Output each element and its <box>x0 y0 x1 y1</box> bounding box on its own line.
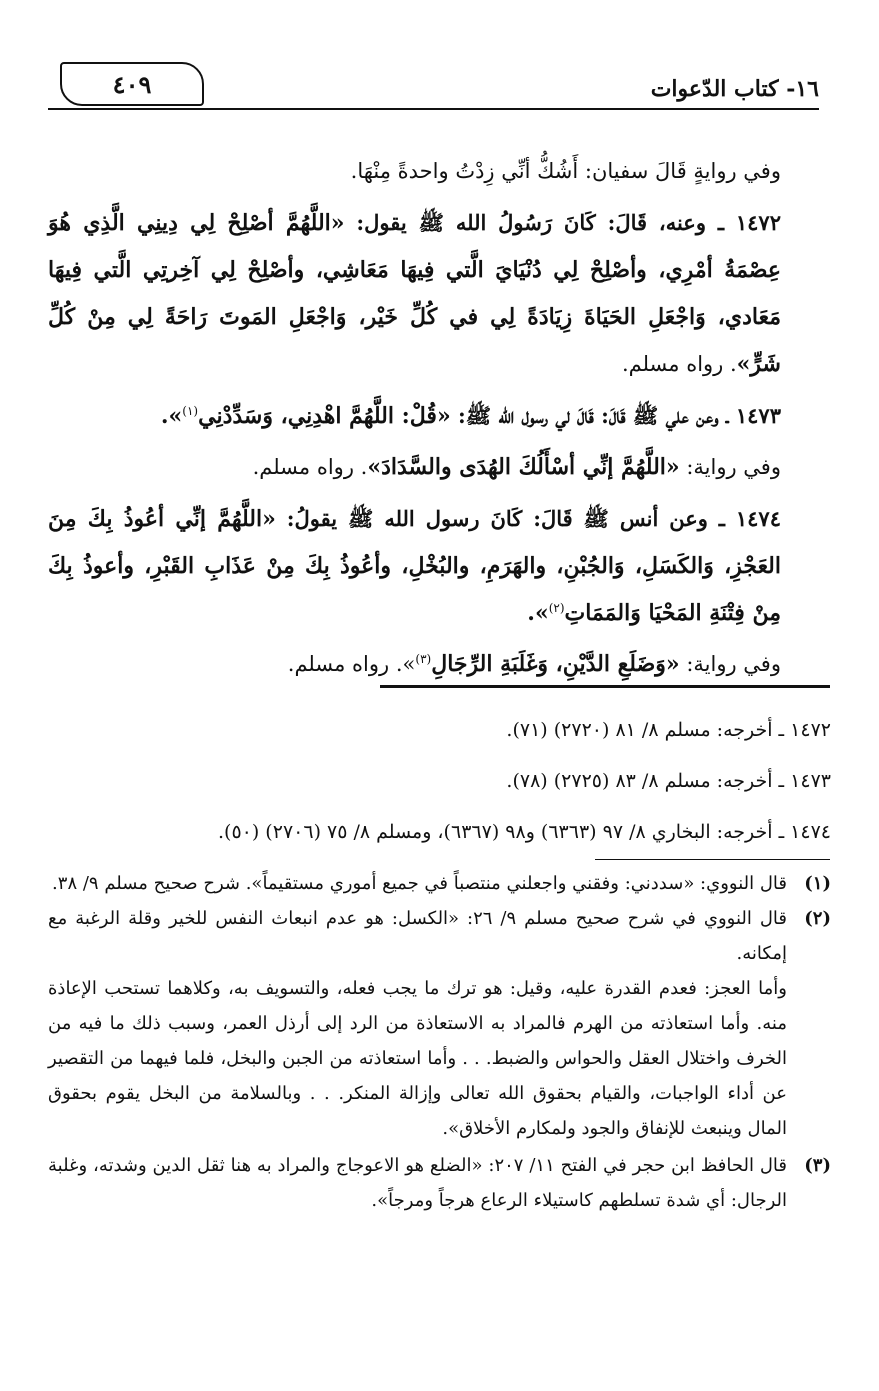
page-number: ٤٠٩ <box>60 62 204 106</box>
hadith-1472-intro: ١٤٧٢ ـ وعنه، قَالَ: كَانَ رَسُولُ الله ﷺ يقول: <box>344 210 781 235</box>
takhrij-1474: ١٤٧٤ ـ أخرجه: البخاري ٨/ ٩٧ (٦٣٦٣) و٩٨ (٦٣٦٧)، ومسلم ٨/ ٧٥ (٢٧٠٦) (٥٠). <box>217 821 831 843</box>
hadith-1473-close: ». <box>160 403 183 429</box>
header-rule <box>48 108 819 110</box>
footnote-2 <box>48 901 831 971</box>
hadith-1474-riwaya-end: ». رواه مسلم. <box>287 652 416 676</box>
footnote-divider <box>595 859 830 860</box>
hadith-1474-riwaya <box>48 641 831 688</box>
footnote-1 <box>48 866 831 901</box>
footnote-2-continuation: وأما العجز: فعدم القدرة عليه، وقيل: هو ترك ما يجب فعله، والتسويف به، وكلاهما تستحب الإعاذة منه. وأما استعاذته من الهرم فالمراد به الاستعاذة من الرد إلى أرذل العمر، وسبب ذلك ما فيه من الخرف واختلال العقل والحواس والضبط. . . وأما استعاذته من الجبن والبخل، فلما فيهما من التقصير عن أداء الواجبات، والقيام بحقوق الله تعالى وإزالة المنكر. . . وبالسلامة من البخل يقوم بحقوق المال وينبعث للإنفاق والجود ولمكارم الأخلاق». <box>48 978 787 1139</box>
main-text <box>48 148 831 692</box>
footnote-1-text: قال النووي: «سددني: وفقني واجعلني منتصباً في جميع أموري مستقيماً». شرح صحيح مسلم ٩/ ٣٨. <box>52 873 787 894</box>
hadith-1474-close: ». <box>527 600 549 626</box>
hadith-1472-end: . رواه مسلم. <box>621 352 737 376</box>
takhrij-section <box>100 705 831 858</box>
hadith-1472-text: «اللَّهُمَّ أصْلِحْ لِي دِينِي الَّذِي هُوَ عِصْمَةُ أمْرِي، وأصْلِحْ لِي دُنْيَايَ الَّتي فِيهَا مَعَاشِي، وأصْلِحْ لِي آخِرتِي الَّتي فِيهَا مَعَادي، وَاجْعَلِ الحَيَاةَ زِيَادَةً لِي في كُلِّ خَيْر، وَاجْعَلِ المَوتَ رَاحَةً لِي مِنْ كُلِّ شَرٍّ» <box>48 210 781 377</box>
footnote-2-marker: (٢) <box>804 908 831 929</box>
hadith-1473-riwaya <box>48 444 831 491</box>
hadith-1473-riwaya-end: . رواه مسلم. <box>252 455 368 479</box>
takhrij-divider <box>380 685 830 688</box>
footnote-3 <box>48 1148 831 1218</box>
footnote-ref-3: (٣) <box>415 652 432 666</box>
takhrij-1473: ١٤٧٣ ـ أخرجه: مسلم ٨/ ٨٣ (٢٧٢٥) (٧٨). <box>506 770 831 792</box>
book-title: ١٦- كتاب الدّعوات <box>650 76 819 102</box>
page-header <box>48 62 819 112</box>
footnote-ref-2: (٢) <box>548 601 565 615</box>
footnote-ref-1: (١) <box>182 404 199 418</box>
footnote-3-marker: (٣) <box>804 1155 831 1176</box>
hadith-1473 <box>48 392 831 440</box>
hadith-1473-riwaya-text: «اللَّهُمَّ إنِّي أسْأَلُكَ الهُدَى والسَّدَادَ» <box>367 454 680 480</box>
hadith-1474 <box>48 495 831 637</box>
footnote-2-text: قال النووي في شرح صحيح مسلم ٩/ ٢٦: «الكسل: هو عدم انبعاث النفس للخير وقلة الرغبة مع إمكانه. <box>48 908 787 964</box>
hadith-1473-intro: ١٤٧٣ ـ وعن علي ﷺ قَالَ: قَالَ لي رسول الله ﷺ: <box>450 403 781 428</box>
footnote-3-text: قال الحافظ ابن حجر في الفتح ١١/ ٢٠٧: «الضلع هو الاعوجاج والمراد به هنا ثقل الدين وشدته، وغلبة الرجال: أي شدة تسلطهم كاستيلاء الرعاع هرجاً ومرجاً». <box>48 1155 788 1211</box>
hadith-1474-riwaya-text: «وَضَلَعِ الدَّيْنِ، وَغَلَبَةِ الرِّجَالِ <box>431 651 680 677</box>
takhrij-1472: ١٤٧٢ ـ أخرجه: مسلم ٨/ ٨١ (٢٧٢٠) (٧١). <box>506 719 831 741</box>
hadith-1474-intro: ١٤٧٤ ـ وعن أنس ﷺ قَالَ: كَانَ رسول الله ﷺ يقولُ: <box>275 506 781 531</box>
hadith-1472 <box>48 199 831 388</box>
hadith-1473-riwaya-intro: وفي رواية: <box>679 455 781 479</box>
footnote-1-marker: (١) <box>804 873 831 894</box>
hadith-1474-text: «اللَّهُمَّ إنِّي أعُوذُ بِكَ مِنَ العَجْزِ، وَالكَسَلِ، وَالجُبْنِ، والهَرَمِ، والبُخْلِ، وأعُوذُ بِكَ مِنْ عَذَابِ القَبْرِ، وأعوذُ بِكَ مِنْ فِتْنَةِ المَحْيَا وَالمَمَاتِ <box>48 506 781 626</box>
hadith-1474-riwaya-intro: وفي رواية: <box>679 652 781 676</box>
footnotes-section <box>48 866 831 1218</box>
sufyan-riwaya: وفي روايةٍ قَالَ سفيان: أَشُكُّ أنِّي زِدْتُ واحدةً مِنْهَا. <box>350 159 781 183</box>
hadith-1473-text: «قُلْ: اللَّهُمَّ اهْدِنِي، وَسَدِّدْنِي <box>198 403 451 429</box>
